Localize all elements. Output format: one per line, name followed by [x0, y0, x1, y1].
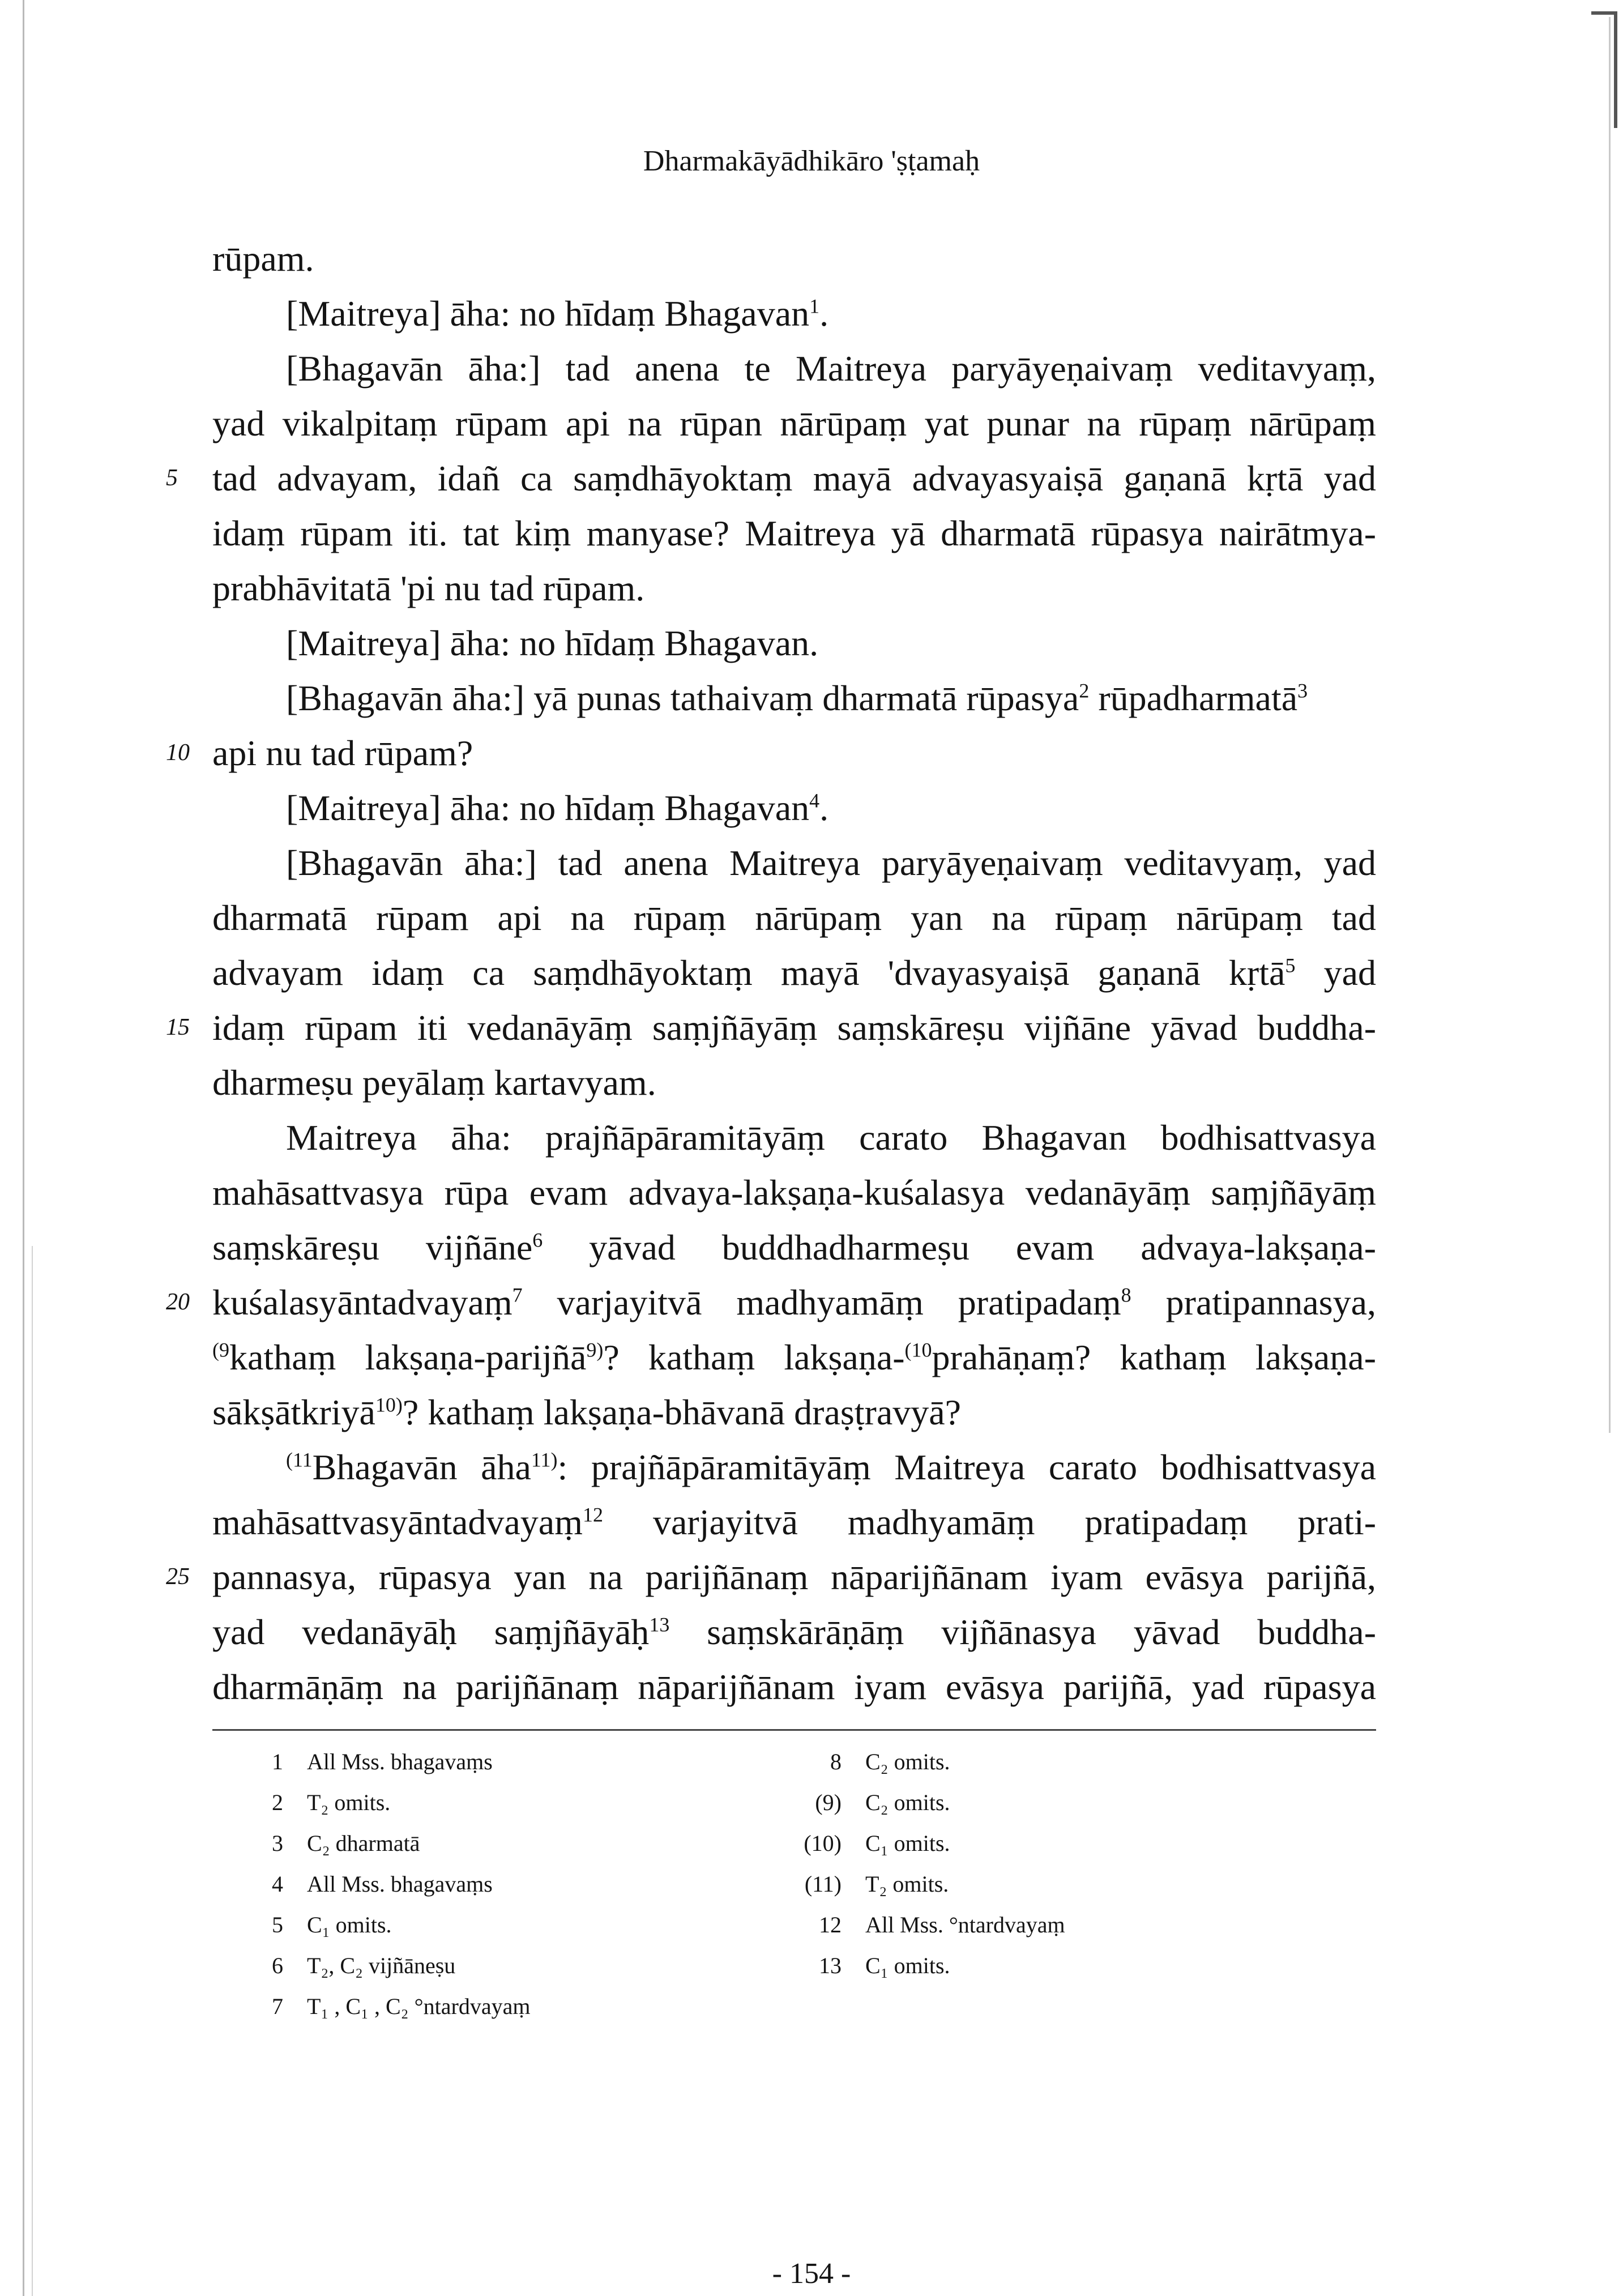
- footnote: [244, 1823, 810, 1864]
- text-line: [166, 451, 1376, 506]
- line-text: mahāsattvasyāntadvayaṃ: [212, 1502, 583, 1542]
- line-text: prabhāvitatā 'pi nu tad rūpam.: [212, 568, 645, 608]
- footnote: [244, 1986, 810, 2027]
- line-number: 15: [166, 1014, 190, 1040]
- footnote-number: 3: [272, 1830, 283, 1856]
- text-line: [166, 725, 1376, 780]
- footnote: [776, 1782, 1399, 1823]
- text-line: [212, 1604, 1376, 1659]
- footnote-number: (9): [815, 1790, 842, 1815]
- scan-edge-left: [23, 0, 24, 2296]
- text-line: [212, 231, 1376, 286]
- line-text: mahāsattvasya rūpa evam advaya-lakṣaṇa-kuśalasya vedanāyāṃ saṃjñāyāṃ: [212, 1172, 1376, 1213]
- footnote-text: T₂ omits.: [307, 1790, 391, 1815]
- text-line: [212, 1165, 1376, 1220]
- footnote: [244, 1742, 810, 1782]
- line-text: rūpadharmatā: [1089, 678, 1298, 718]
- text-line: [212, 1385, 1376, 1440]
- line-text: yāvad buddhadharmeṣu evam advaya-lakṣaṇa-: [543, 1227, 1376, 1268]
- line-text: saṃskārāṇāṃ vijñānasya yāvad buddha-: [669, 1612, 1377, 1652]
- footnote: [776, 1742, 1399, 1782]
- text-line: [212, 835, 1376, 890]
- footnote-text: T₂, C₂ vijñāneṣu: [307, 1953, 456, 1978]
- text-line: [212, 1055, 1376, 1110]
- line-text: Maitreya āha: prajñāpāramitāyāṃ carato Bhagavan bodhisattvasya: [286, 1117, 1376, 1158]
- footnote-marker: (9: [212, 1338, 229, 1362]
- footnote: [244, 1864, 810, 1905]
- text-line: [212, 780, 1376, 835]
- line-text: kathaṃ lakṣaṇa-parijñā: [229, 1337, 587, 1377]
- line-text: dharmeṣu peyālaṃ kartavyam.: [212, 1062, 656, 1103]
- text-line: [166, 1000, 1376, 1055]
- line-number: 20: [166, 1289, 190, 1315]
- footnote-number: 8: [830, 1749, 842, 1774]
- page-number: - 154 -: [772, 2257, 851, 2290]
- footnote-text: C₂ dharmatā: [307, 1830, 420, 1856]
- footnote-number: (11): [804, 1871, 842, 1897]
- line-text: [Bhagavān āha:] tad anena Maitreya paryāyeṇaivaṃ veditavyaṃ, yad: [286, 843, 1376, 883]
- footnote-marker: 12: [582, 1503, 603, 1526]
- footnote-marker: 1: [809, 295, 820, 318]
- text-line: [212, 1330, 1376, 1385]
- line-text: kuśalasyāntadvayaṃ: [212, 1282, 512, 1322]
- footnote-number: 12: [819, 1912, 842, 1937]
- footnote-separator: [212, 1729, 1376, 1731]
- line-text: saṃskāreṣu vijñāne: [212, 1227, 533, 1268]
- line-text: .: [819, 788, 829, 828]
- footnote-marker: 10): [375, 1393, 403, 1416]
- line-text: advayam idaṃ ca saṃdhāyoktaṃ mayā 'dvayasyaiṣā gaṇanā kṛtā: [212, 953, 1285, 993]
- footnote-marker: 4: [809, 789, 820, 812]
- footnote-marker: 8: [1121, 1283, 1131, 1307]
- footnotes-right-column: [776, 1742, 1399, 1986]
- text-line: [212, 890, 1376, 945]
- footnote-number: 5: [272, 1912, 283, 1937]
- line-text: [Bhagavān āha:] tad anena te Maitreya paryāyeṇaivaṃ veditavyaṃ,: [286, 348, 1376, 389]
- footnote: [244, 1945, 810, 1986]
- footnote-number: 1: [272, 1749, 283, 1774]
- footnote-text: All Mss. bhagavaṃs: [307, 1749, 493, 1774]
- text-line: [166, 1550, 1376, 1604]
- text-line: [212, 561, 1376, 616]
- running-header: Dharmakāyādhikāro 'ṣṭamaḥ: [643, 145, 980, 177]
- scan-edge-left-inner: [32, 1246, 33, 2296]
- footnote-text: T₁ , C₁ , C₂ °ntardvayaṃ: [307, 1994, 531, 2019]
- main-text: [166, 231, 1377, 1714]
- footnote-text: C₂ omits.: [865, 1790, 950, 1815]
- footnote-number: 6: [272, 1953, 283, 1978]
- footnote-marker: 9): [586, 1338, 604, 1362]
- text-line: [212, 1440, 1376, 1495]
- footnote-text: All Mss. °ntardvayaṃ: [865, 1912, 1065, 1937]
- footnote-marker: 6: [532, 1228, 543, 1252]
- line-text: dharmatā rūpam api na rūpaṃ nārūpaṃ yan na rūpaṃ nārūpaṃ tad: [212, 898, 1376, 938]
- line-text: pannasya, rūpasya yan na parijñānaṃ nāparijñānam iyam evāsya parijñā,: [212, 1557, 1376, 1597]
- footnote-number: 4: [272, 1871, 283, 1897]
- footnote: [776, 1945, 1399, 1986]
- footnote: [244, 1905, 810, 1945]
- footnote-marker: (10: [904, 1338, 932, 1362]
- footnote-text: C₂ omits.: [865, 1749, 950, 1774]
- line-text: yad: [1295, 953, 1377, 993]
- footnote-number: 13: [819, 1953, 842, 1978]
- footnote-marker: 13: [649, 1613, 670, 1636]
- footnote-text: All Mss. bhagavaṃs: [307, 1871, 493, 1897]
- line-text: yad vikalpitaṃ rūpam api na rūpan nārūpaṃ yat punar na rūpaṃ nārūpaṃ: [212, 403, 1376, 443]
- line-text: pratipannasya,: [1131, 1282, 1376, 1322]
- footnote-marker: 3: [1297, 679, 1308, 702]
- text-line: [212, 616, 1376, 671]
- line-number: 25: [166, 1564, 190, 1590]
- line-text: varjayitvā madhyamāṃ pratipadaṃ: [522, 1282, 1121, 1322]
- line-text: idaṃ rūpam iti vedanāyāṃ saṃjñāyāṃ saṃskāreṣu vijñāne yāvad buddha-: [212, 1008, 1376, 1048]
- footnote-marker: (11: [286, 1448, 313, 1471]
- line-text: ? kathaṃ lakṣaṇa-bhāvanā draṣṭravyā?: [402, 1392, 962, 1432]
- footnote: [244, 1782, 810, 1823]
- footnote-text: C₁ omits.: [865, 1830, 950, 1856]
- line-text: Bhagavān āha: [312, 1447, 531, 1487]
- text-line: [212, 1659, 1376, 1714]
- footnote-marker: 7: [512, 1283, 523, 1307]
- footnote-text: C₁ omits.: [865, 1953, 950, 1978]
- line-text: [Maitreya] āha: no hīdaṃ Bhagavan.: [286, 623, 819, 663]
- scan-edge-right: [1609, 17, 1611, 1433]
- line-text: ? kathaṃ lakṣaṇa-: [603, 1337, 905, 1377]
- footnote: [776, 1823, 1399, 1864]
- footnote: [776, 1864, 1399, 1905]
- line-text: prahāṇaṃ? kathaṃ lakṣaṇa-: [932, 1337, 1377, 1377]
- line-text: .: [819, 293, 829, 334]
- footnote-number: 2: [272, 1790, 283, 1815]
- line-text: [Maitreya] āha: no hīdaṃ Bhagavan: [286, 788, 810, 828]
- line-text: idaṃ rūpam iti. tat kiṃ manyase? Maitreya yā dharmatā rūpasya nairātmya-: [212, 513, 1376, 553]
- line-text: dharmāṇāṃ na parijñānaṃ nāparijñānam iyam evāsya parijñā, yad rūpasya: [212, 1667, 1376, 1707]
- line-text: varjayitvā madhyamāṃ pratipadaṃ prati-: [603, 1502, 1376, 1542]
- footnote-number: (10): [804, 1830, 842, 1856]
- footnote-marker: 11): [531, 1448, 558, 1471]
- line-text: [Maitreya] āha: no hīdaṃ Bhagavan: [286, 293, 810, 334]
- footnote-text: T₂ omits.: [865, 1871, 949, 1897]
- text-line: [212, 286, 1376, 341]
- text-line: [212, 1220, 1376, 1275]
- text-line: [212, 1110, 1376, 1165]
- line-text: [Bhagavān āha:] yā punas tathaivaṃ dharmatā rūpasya: [286, 678, 1079, 718]
- scan-corner-mark: [1591, 11, 1617, 128]
- text-line: [212, 396, 1376, 451]
- footnotes-left-column: [244, 1742, 810, 2027]
- line-text: api nu tad rūpam?: [212, 733, 473, 773]
- line-text: yad vedanāyāḥ saṃjñāyāḥ: [212, 1612, 650, 1652]
- text-line: [212, 506, 1376, 561]
- line-number: 10: [166, 740, 190, 766]
- text-line: [212, 1495, 1376, 1550]
- text-line: [212, 671, 1376, 725]
- line-number: 5: [166, 465, 178, 491]
- line-text: : prajñāpāramitāyāṃ Maitreya carato bodhisattvasya: [557, 1447, 1377, 1487]
- footnote-marker: 5: [1285, 954, 1296, 977]
- footnote-number: 7: [272, 1994, 283, 2019]
- footnote: [776, 1905, 1399, 1945]
- line-text: rūpam.: [212, 238, 314, 279]
- text-line: [166, 1275, 1376, 1330]
- footnote-text: C₁ omits.: [307, 1912, 392, 1937]
- text-line: [212, 945, 1376, 1000]
- text-line: [212, 341, 1376, 396]
- line-text: sākṣātkriyā: [212, 1392, 375, 1432]
- footnote-marker: 2: [1079, 679, 1090, 702]
- line-text: tad advayam, idañ ca saṃdhāyoktaṃ mayā advayasyaiṣā gaṇanā kṛtā yad: [212, 458, 1376, 498]
